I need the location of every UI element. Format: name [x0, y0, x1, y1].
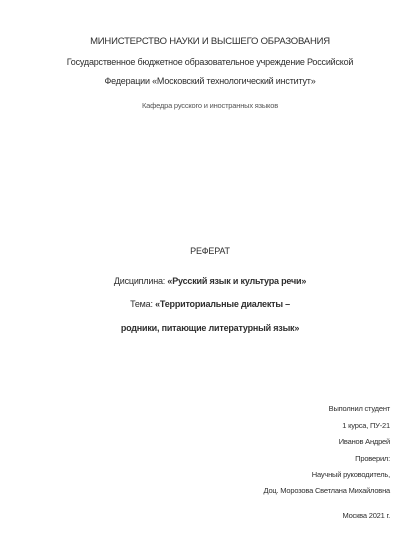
topic-line-2: родники, питающие литературный язык»: [120, 323, 300, 333]
city-year: Москва 2021 г.: [342, 511, 390, 520]
topic-line-1: [0, 299, 420, 309]
topic-value-1: «Территориальные диалекты –: [155, 299, 290, 309]
institution-line-1: Государственное бюджетное образовательное учреждение Российской: [66, 57, 354, 67]
institution-line-2: Федерации «Московский технологический институт»: [104, 76, 316, 86]
signature-line-6: Доц. Морозова Светлана Михайловна: [263, 486, 390, 495]
signature-line-3: Иванов Андрей: [338, 437, 390, 446]
signature-line-1: Выполнил студент: [328, 404, 390, 413]
ministry-heading: МИНИСТЕРСТВО НАУКИ И ВЫСШЕГО ОБРАЗОВАНИЯ: [90, 36, 330, 47]
discipline-label: Дисциплина:: [113, 276, 166, 286]
signature-line-5: Научный руководитель,: [311, 470, 390, 479]
document-type: РЕФЕРАТ: [190, 246, 230, 256]
department-line: Кафедра русского и иностранных языков: [142, 101, 278, 110]
discipline-line: [0, 276, 420, 286]
signature-line-4: Проверил:: [355, 454, 390, 463]
topic-label: Тема:: [130, 299, 153, 309]
discipline-value: «Русский язык и культура речи»: [167, 276, 307, 286]
signature-line-2: 1 курса, ПУ-21: [342, 421, 390, 430]
